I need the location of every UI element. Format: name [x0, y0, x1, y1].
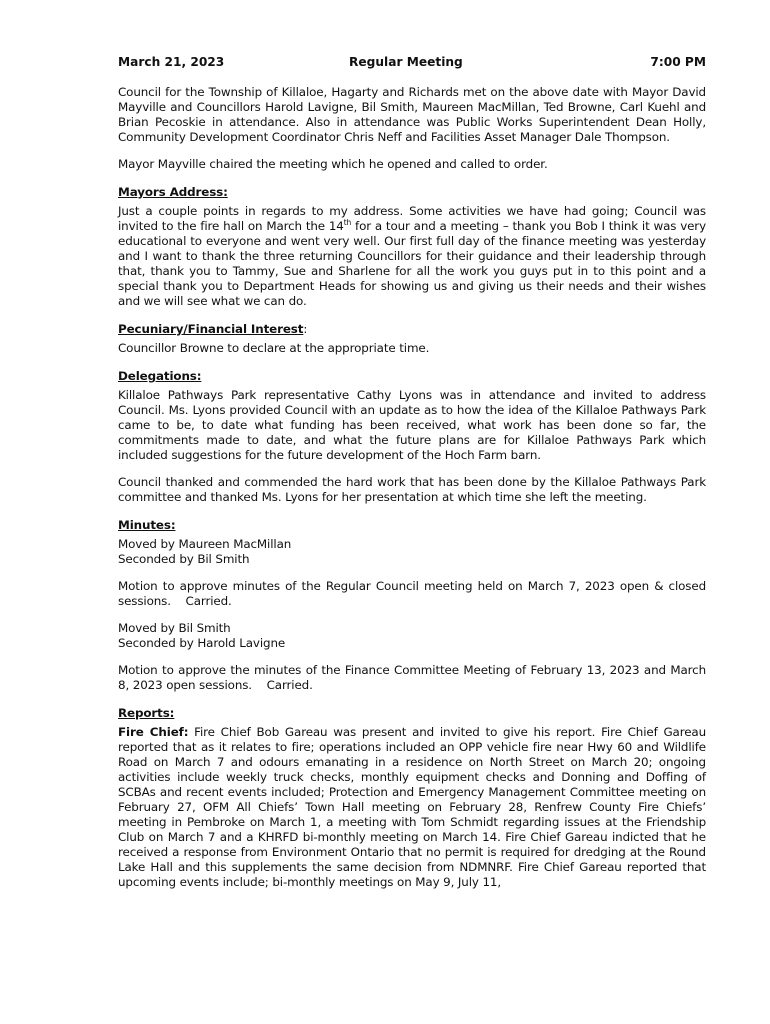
seconded-by: Seconded by Bil Smith — [118, 552, 250, 566]
fire-chief-text: Fire Chief Bob Gareau was present and invited to give his report. Fire Chief Gareau reported that as it relates to fire; operations included an OPP vehicle fire near Hwy 60 and Wildlife Road on March 7 and odours emanating in a residence on North Street on March 20; ongoing activities include weekly truck checks, monthly equipment checks and Donning and Doffing of SCBAs and recent events included; Protection and Emergency Management Committee meeting on February 27, OFM All Chiefs’ Town Hall meeting on February 28, Renfrew County Fire Chiefs’ meeting in Pembroke on March 1, a meeting with Tom Schmidt regarding issues at the Friendship Club on March 7 and a KHRFD bi-monthly meeting on March 14. Fire Chief Gareau indicted that he received a response from Environment Ontario that no permit is required for dredging at the Round Lake Hall and this supplements the same decision from NDMNRF. Fire Chief Gareau reported that upcoming events include; bi-monthly meetings on May 9, July 11, — [118, 725, 706, 889]
seconded-by: Seconded by Harold Lavigne — [118, 636, 286, 650]
mayors-address-heading — [118, 185, 706, 200]
moved-by: Moved by Bil Smith — [118, 621, 231, 635]
motion-text: Motion to approve minutes of the Regular Council meeting held on March 7, 2023 open & closed sessions. Carried. — [118, 579, 710, 608]
section-heading: Mayors Address: — [118, 185, 228, 199]
meeting-time: 7:00 PM — [650, 55, 706, 69]
pecuniary-heading — [118, 322, 706, 337]
address-text-start: Just a couple points in regards to my address. Some activities we have had going; Council was invited to the fire hall on March the 14 — [118, 204, 706, 233]
reports-heading — [118, 706, 706, 721]
heading-colon: : — [303, 322, 308, 336]
fire-chief-report — [118, 725, 706, 890]
delegations-heading — [118, 369, 706, 384]
fire-chief-label: Fire Chief: — [118, 725, 189, 739]
meeting-title: Regular Meeting — [349, 55, 463, 69]
section-heading: Minutes: — [118, 518, 176, 532]
ordinal-suffix: th — [343, 218, 352, 228]
pecuniary-paragraph: Councillor Browne to declare at the appropriate time. — [118, 341, 430, 355]
address-text-end: for a tour and a meeting – thank you Bob I think it was very educational to everyone and went very well. Our first full day of the finance meeting was yesterday and I want to thank the three returning Councillors for their guidance and their leadership through that, thank you to Tammy, Sue and Sharlene for all the work you guys put in to this point and a special thank you to Department Heads for showing us and giving us their needs and their wishes and we will see what we can do. — [118, 219, 706, 308]
delegation-paragraph: Killaloe Pathways Park representative Cathy Lyons was in attendance and invited to address Council. Ms. Lyons provided Council with an update as to how the idea of the Killaloe Pathways Park came to be, to date what funding has been received, what work has been done so far, the commitments made to date, and what the future plans are for Killaloe Pathways Park which included suggestions for the future development of the Hoch Farm barn. — [118, 388, 706, 462]
chair-paragraph: Mayor Mayville chaired the meeting which he opened and called to order. — [118, 157, 548, 171]
document-header — [118, 53, 706, 73]
section-heading: Pecuniary/Financial Interest — [118, 322, 304, 336]
meeting-date: March 21, 2023 — [118, 55, 225, 69]
section-heading: Reports: — [118, 706, 175, 720]
moved-by: Moved by Maureen MacMillan — [118, 537, 292, 551]
section-heading: Delegations: — [118, 369, 202, 383]
minutes-heading — [118, 518, 706, 533]
mayors-address-paragraph — [118, 204, 706, 309]
motion-text: Motion to approve the minutes of the Finance Committee Meeting of February 13, 2023 and March 8, 2023 open sessions. Carried. — [118, 663, 710, 692]
delegation-paragraph: Council thanked and commended the hard work that has been done by the Killaloe Pathways Park committee and thanked Ms. Lyons for her presentation at which time she left the meeting. — [118, 475, 706, 504]
attendance-paragraph: Council for the Township of Killaloe, Hagarty and Richards met on the above date with Mayor David Mayville and Councillors Harold Lavigne, Bil Smith, Maureen MacMillan, Ted Browne, Carl Kuehl and Brian Pecoskie in attendance. Also in attendance was Public Works Superintendent Dean Holly, Community Development Coordinator Chris Neff and Facilities Asset Manager Dale Thompson. — [118, 85, 706, 144]
